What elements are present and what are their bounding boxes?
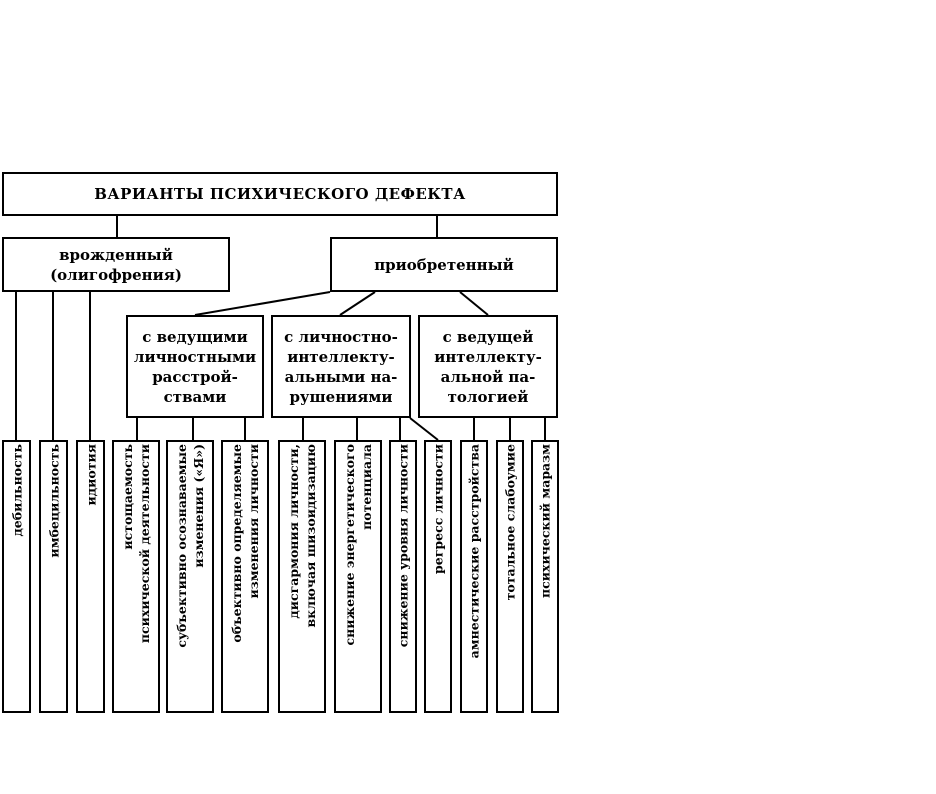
leaf-imbecility xyxy=(39,440,68,713)
leaf-label: амнестические расстройства xyxy=(466,443,482,658)
leaf-label: психический маразм xyxy=(537,443,553,598)
leaf-label: снижение энергетического потенциала xyxy=(342,443,374,645)
personality-box xyxy=(126,315,264,418)
personality-label: с ведущими личностными расстрой- ствами xyxy=(133,327,257,406)
diagram-title-text: ВАРИАНТЫ ПСИХИЧЕСКОГО ДЕФЕКТА xyxy=(94,185,466,203)
leaf-label: субъективно осознаваемые изменения («Я») xyxy=(174,443,206,648)
leaf-total-dementia xyxy=(496,440,524,713)
leaf-label: регресс личности xyxy=(430,443,446,574)
leaf-objective-changes xyxy=(221,440,269,713)
leaf-personality-level xyxy=(389,440,417,713)
leaf-label: имбецильность xyxy=(46,443,61,558)
leaf-label: дебильность xyxy=(9,443,24,537)
mixed-box xyxy=(271,315,411,418)
leaf-regress xyxy=(424,440,452,713)
acquired-label: приобретенный xyxy=(374,255,514,274)
acquired-box xyxy=(330,237,558,292)
congenital-box xyxy=(2,237,230,292)
congenital-label: врожденный (олигофрения) xyxy=(50,245,182,284)
diagram-title xyxy=(2,172,558,216)
leaf-disharmony xyxy=(278,440,326,713)
leaf-debility xyxy=(2,440,31,713)
leaf-label: объективно определяемые изменения личности xyxy=(229,443,261,643)
leaf-idiocy xyxy=(76,440,105,713)
leaf-subjective-changes xyxy=(166,440,214,713)
leaf-label: дисгармония личности, включая шизоидизацию xyxy=(286,443,318,627)
intellectual-label: с ведущей интеллекту- альной па- тологией xyxy=(434,327,542,406)
leaf-marasmus xyxy=(531,440,559,713)
leaf-label: истощаемость психической деятельности xyxy=(120,443,152,643)
mixed-label: с личностно- интеллекту- альными на- рушениями xyxy=(284,327,398,406)
intellectual-box xyxy=(418,315,558,418)
leaf-amnestic xyxy=(460,440,488,713)
leaf-energy-potential xyxy=(334,440,382,713)
leaf-exhaustion xyxy=(112,440,160,713)
leaf-label: снижение уровня личности xyxy=(395,443,411,647)
leaf-label: идиотия xyxy=(83,443,98,505)
leaf-label: тотальное слабоумие xyxy=(502,443,518,600)
